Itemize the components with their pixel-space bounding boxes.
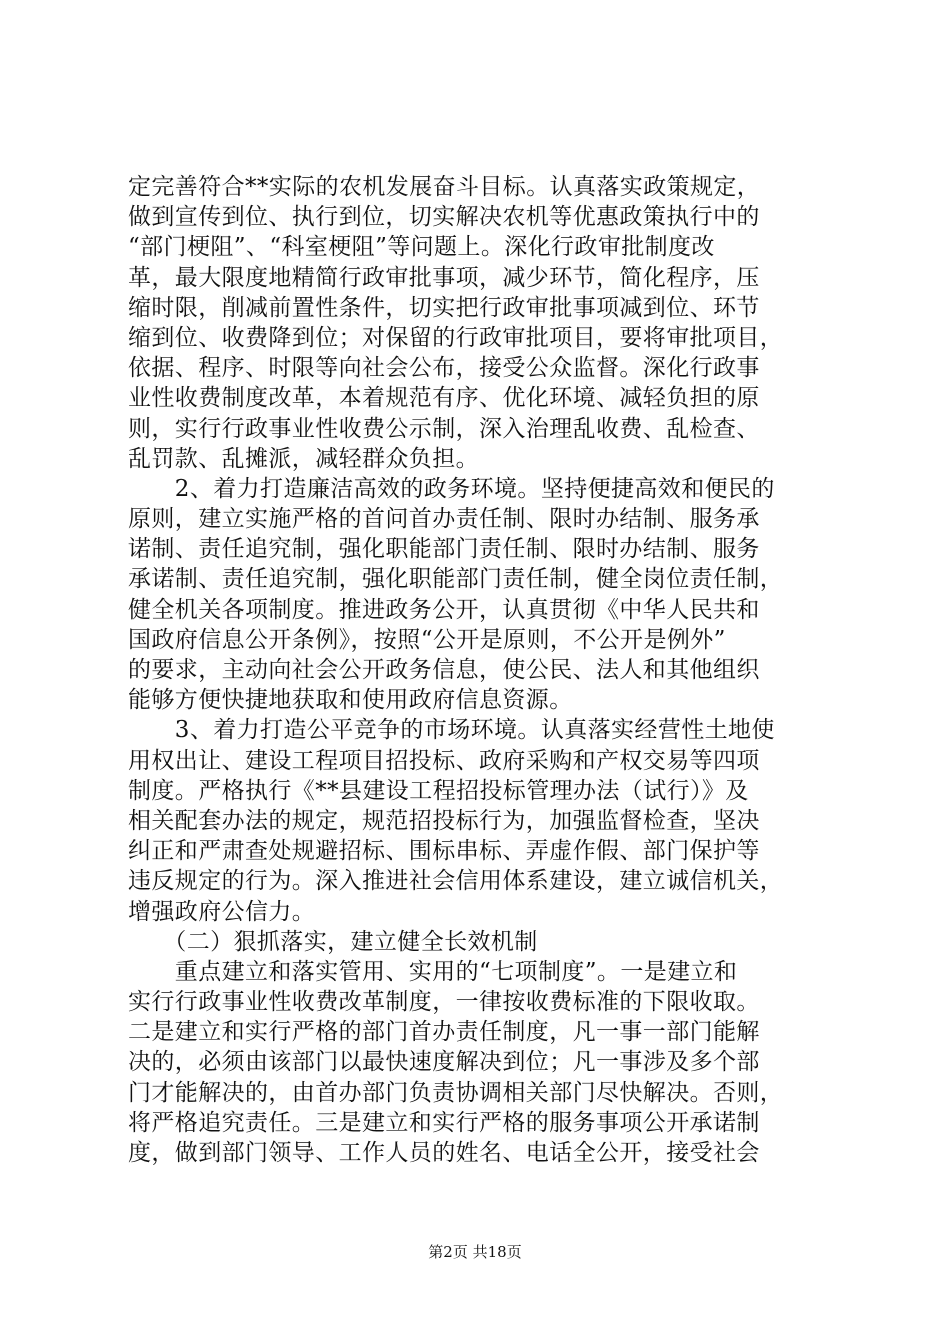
text-line: 重点建立和落实管用、实用的“七项制度”。一是建立和: [128, 958, 738, 985]
text-line: “部门梗阻”、“科室梗阻”等问题上。深化行政审批制度改: [128, 234, 715, 261]
text-line: 将严格追究责任。三是建立和实行严格的服务事项公开承诺制: [128, 1109, 760, 1136]
text-line: 乱罚款、乱摊派，减轻群众负担。: [128, 445, 479, 472]
document-body: [128, 172, 840, 1168]
text-line: 纠正和严肃查处规避招标、围标串标、弄虚作假、部门保护等: [128, 838, 760, 865]
text-line: 制度。严格执行《**县建设工程招投标管理办法（试行）》及: [128, 777, 749, 804]
text-line: 度，做到部门领导、工作人员的姓名、电话全公开，接受社会: [128, 1140, 760, 1166]
text-line: 缩到位、收费降到位；对保留的行政审批项目，要将审批项目，: [128, 324, 784, 351]
text-line: 门才能解决的，由首办部门负责协调相关部门尽快解决。否则，: [128, 1079, 784, 1106]
text-line: 定完善符合**实际的农机发展奋斗目标。认真落实政策规定，: [128, 174, 761, 200]
text-line: 2、着力打造廉洁高效的政务环境。坚持便捷高效和便民的: [128, 475, 775, 502]
text-line: 健全机关各项制度。推进政务公开，认真贯彻《中华人民共和: [128, 596, 760, 623]
text-line: 业性收费制度改革，本着规范有序、优化环境、减轻负担的原: [128, 385, 760, 412]
text-line: 增强政府公信力。: [128, 898, 316, 925]
text-line: 实行行政事业性收费改革制度，一律按收费标准的下限收取。: [128, 989, 760, 1016]
text-line: 原则，建立实施严格的首问首办责任制、限时办结制、服务承: [128, 506, 760, 533]
section-heading: （二）狠抓落实，建立健全长效机制: [128, 928, 538, 955]
text-line: 违反规定的行为。深入推进社会信用体系建设，建立诚信机关，: [128, 868, 784, 895]
text-line: 缩时限，削减前置性条件，切实把行政审批事项减到位、环节: [128, 294, 760, 321]
text-line: 则，实行行政事业性收费公示制，深入治理乱收费、乱检查、: [128, 415, 760, 442]
text-line: 能够方便快捷地获取和使用政府信息资源。: [128, 687, 573, 714]
text-line: 决的，必须由该部门以最快速度解决到位；凡一事涉及多个部: [128, 1049, 760, 1076]
text-line: 依据、程序、时限等向社会公布，接受公众监督。深化行政事: [128, 355, 760, 382]
text-line: 做到宣传到位、执行到位，切实解决农机等优惠政策执行中的: [128, 204, 760, 231]
text-line: 革，最大限度地精简行政审批事项，减少环节，简化程序，压: [128, 264, 760, 291]
text-line: 承诺制、责任追究制，强化职能部门责任制，健全岗位责任制，: [128, 566, 784, 593]
text-line: 3、着力打造公平竞争的市场环境。认真落实经营性土地使: [128, 717, 775, 744]
page-number-footer: 第2页 共18页: [428, 1243, 522, 1261]
text-line: 二是建立和实行严格的部门首办责任制度，凡一事一部门能解: [128, 1019, 760, 1046]
text-line: 用权出让、建设工程项目招投标、政府采购和产权交易等四项: [128, 747, 760, 774]
text-line: 国政府信息公开条例》，按照“公开是原则，不公开是例外”: [128, 626, 726, 653]
text-line: 诺制、责任追究制，强化职能部门责任制、限时办结制、服务: [128, 536, 760, 563]
text-line: 相关配套办法的规定，规范招投标行为，加强监督检查，坚决: [128, 807, 760, 834]
text-line: 的要求，主动向社会公开政务信息，使公民、法人和其他组织: [128, 657, 760, 683]
